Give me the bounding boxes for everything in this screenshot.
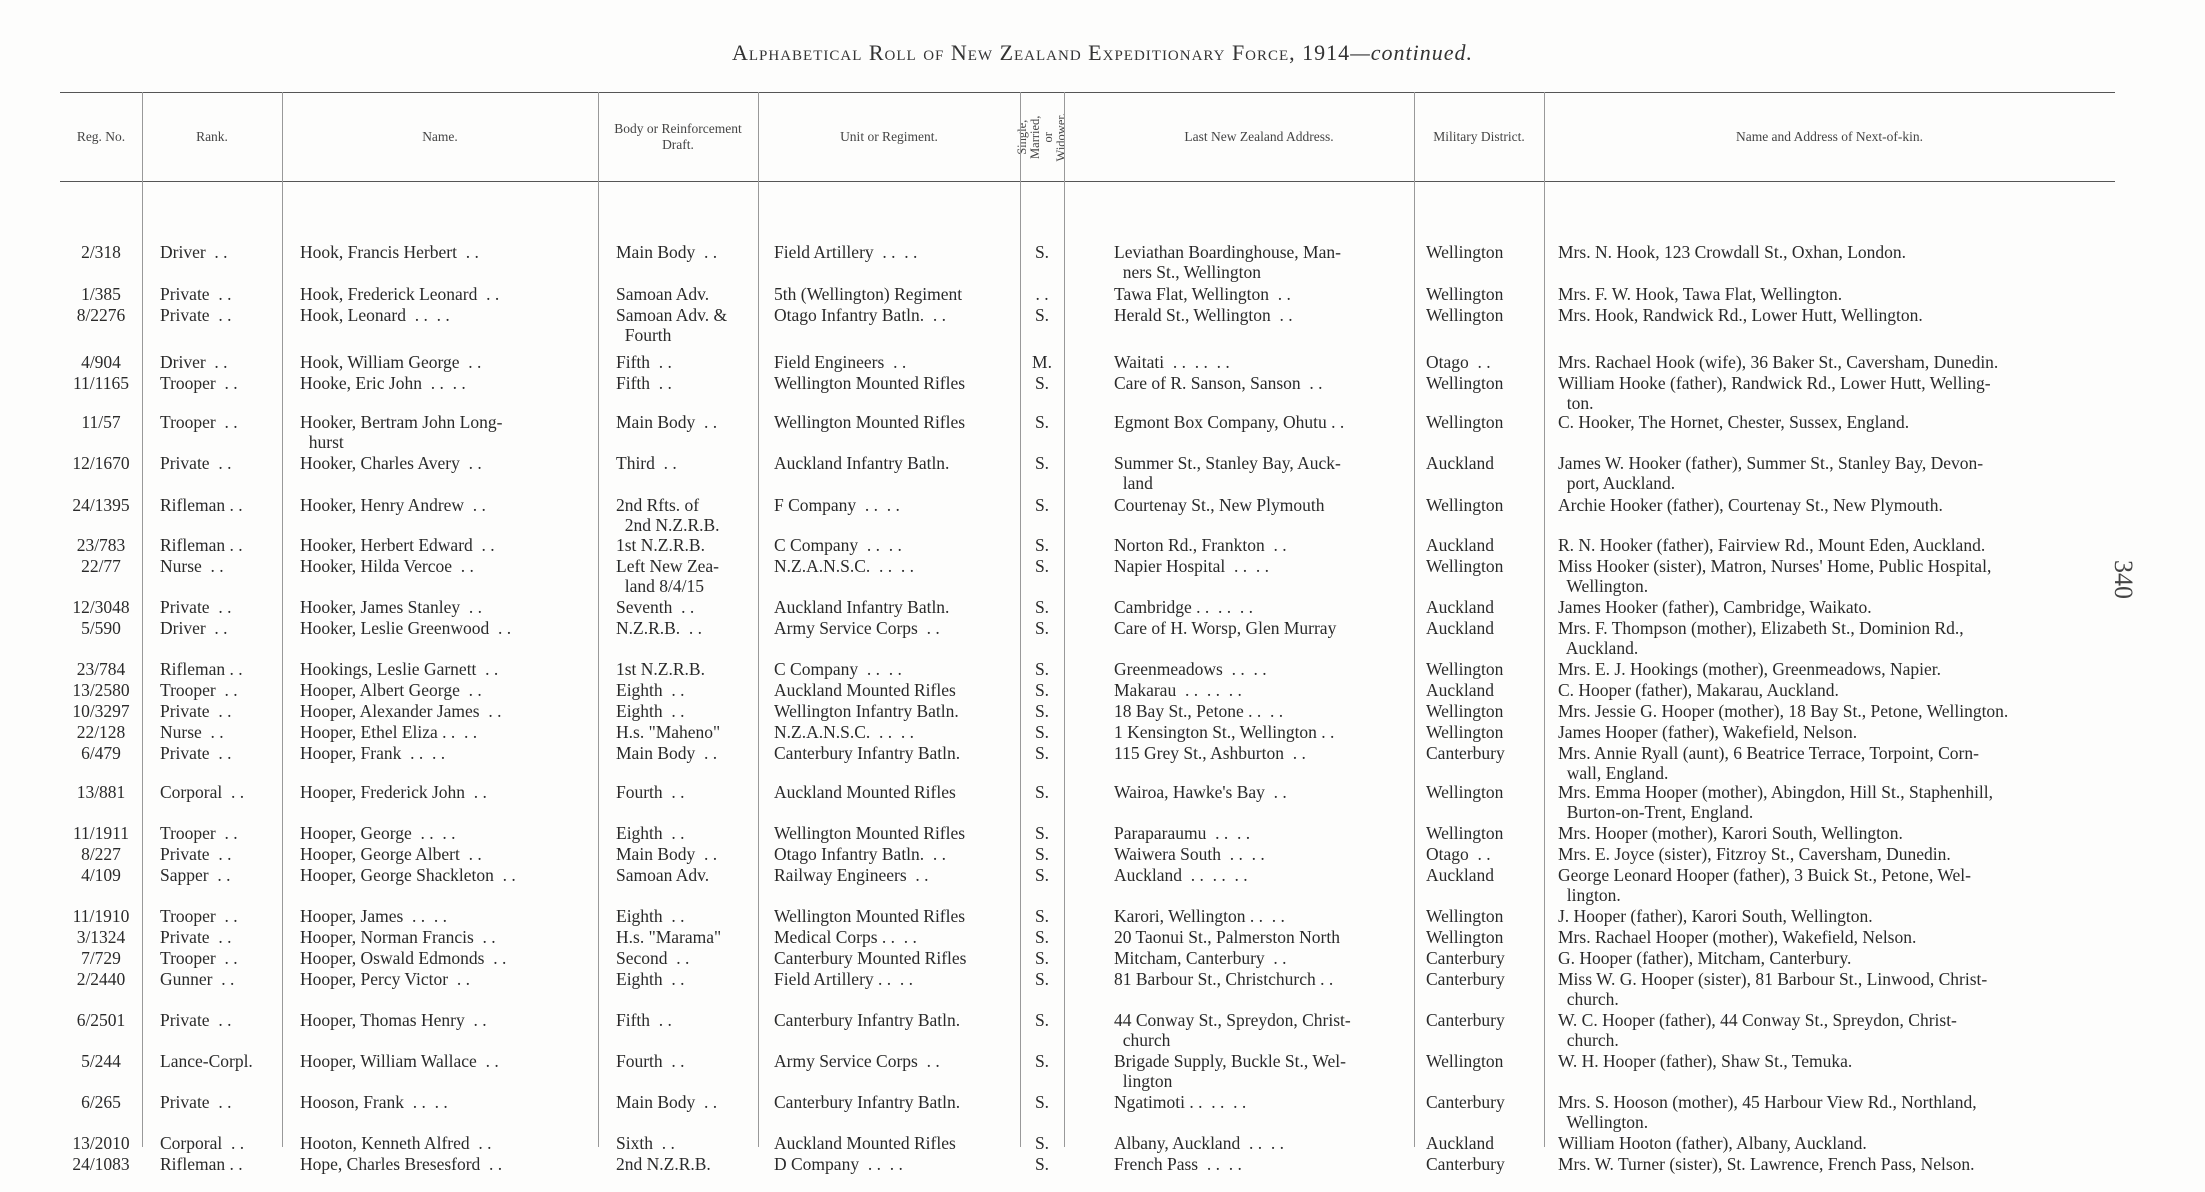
cell-kin: William Hooke (father), Randwick Rd., Lower Hutt, Welling- ton. [1558, 373, 1991, 413]
column-divider [758, 92, 759, 1147]
cell-kin: James Hooker (father), Cambridge, Waikato. [1558, 597, 1872, 617]
cell-name: Hooker, Herbert Edward . . [300, 535, 495, 555]
cell-reg-no: 3/1324 [76, 927, 126, 947]
cell-address: Summer St., Stanley Bay, Auck- land [1114, 453, 1341, 493]
cell-name: Hooper, Oswald Edmonds . . [300, 948, 507, 968]
cell-district: Wellington [1426, 701, 1504, 721]
cell-name: Hooker, James Stanley . . [300, 597, 483, 617]
cell-body: Samoan Adv. [616, 284, 710, 304]
cell-address: Tawa Flat, Wellington . . [1114, 284, 1291, 304]
cell-kin: Mrs. S. Hooson (mother), 45 Harbour View Rd., Northland, Wellington. [1558, 1092, 1977, 1132]
cell-rank: Private . . [160, 701, 232, 721]
cell-district: Wellington [1426, 373, 1504, 393]
column-divider [1064, 92, 1065, 1147]
page-title [0, 40, 2205, 66]
cell-rank: Private . . [160, 743, 232, 763]
cell-name: Hook, William George . . [300, 352, 482, 372]
cell-reg-no: 22/77 [81, 556, 121, 576]
cell-name: Hooker, Charles Avery . . [300, 453, 482, 473]
cell-body: Main Body . . [616, 412, 718, 432]
cell-kin: Miss Hooker (sister), Matron, Nurses' Home, Public Hospital, Wellington. [1558, 556, 1992, 596]
table-header [60, 92, 2115, 182]
cell-status: S. [1034, 1133, 1050, 1153]
cell-unit: Wellington Mounted Rifles [774, 412, 966, 432]
cell-body: H.s. "Maheno" [616, 722, 721, 742]
cell-status: S. [1034, 535, 1050, 555]
cell-unit: Wellington Mounted Rifles [774, 906, 966, 926]
cell-status: S. [1034, 782, 1050, 802]
cell-unit: Auckland Mounted Rifles [774, 1133, 956, 1153]
cell-district: Wellington [1426, 242, 1504, 262]
cell-address: Egmont Box Company, Ohutu . . [1114, 412, 1345, 432]
cell-body: 1st N.Z.R.B. [616, 535, 705, 555]
cell-reg-no: 2/2440 [76, 969, 126, 989]
cell-kin: J. Hooper (father), Karori South, Wellington. [1558, 906, 1873, 926]
roll-table [60, 92, 2115, 1174]
cell-address: Karori, Wellington . . . . [1114, 906, 1285, 926]
cell-kin: Mrs. W. Turner (sister), St. Lawrence, French Pass, Nelson. [1558, 1154, 1975, 1174]
cell-unit: Canterbury Infantry Batln. [774, 743, 961, 763]
cell-unit: Wellington Mounted Rifles [774, 373, 966, 393]
cell-kin: Mrs. Hooper (mother), Karori South, Wellington. [1558, 823, 1903, 843]
cell-district: Wellington [1426, 495, 1504, 515]
header-rank: Rank. [196, 129, 228, 145]
cell-kin: Mrs. Rachael Hook (wife), 36 Baker St., Caversham, Dunedin. [1558, 352, 1999, 372]
cell-name: Hooker, Hilda Vercoe . . [300, 556, 474, 576]
cell-rank: Sapper . . [160, 865, 231, 885]
cell-address: Courtenay St., New Plymouth [1114, 495, 1325, 515]
cell-kin: Mrs. Annie Ryall (aunt), 6 Beatrice Terrace, Torpoint, Corn- wall, England. [1558, 743, 1979, 783]
column-divider [1544, 92, 1545, 1147]
cell-address: 18 Bay St., Petone . . . . [1114, 701, 1284, 721]
cell-kin: Mrs. F. W. Hook, Tawa Flat, Wellington. [1558, 284, 1843, 304]
cell-address: Mitcham, Canterbury . . [1114, 948, 1287, 968]
cell-address: 1 Kensington St., Wellington . . [1114, 722, 1335, 742]
cell-reg-no: 11/1910 [72, 906, 130, 926]
cell-kin: Mrs. Hook, Randwick Rd., Lower Hutt, Wellington. [1558, 305, 1923, 325]
cell-address: Care of R. Sanson, Sanson . . [1114, 373, 1323, 393]
cell-status: S. [1034, 305, 1050, 325]
cell-status: S. [1034, 1154, 1050, 1174]
cell-reg-no: 7/729 [81, 948, 121, 968]
cell-rank: Trooper . . [160, 906, 238, 926]
cell-address: Leviathan Boardinghouse, Man- ners St., Wellington [1114, 242, 1341, 282]
cell-status: . . [1035, 284, 1049, 304]
cell-status: S. [1034, 865, 1050, 885]
cell-reg-no: 13/2010 [72, 1133, 130, 1153]
cell-reg-no: 8/227 [81, 844, 121, 864]
cell-district: Wellington [1426, 823, 1504, 843]
cell-address: 115 Grey St., Ashburton . . [1114, 743, 1306, 763]
cell-district: Otago . . [1426, 352, 1491, 372]
cell-address: Norton Rd., Frankton . . [1114, 535, 1287, 555]
cell-reg-no: 12/3048 [72, 597, 130, 617]
cell-name: Hooper, Ethel Eliza . . . . [300, 722, 478, 742]
cell-rank: Nurse . . [160, 556, 224, 576]
column-divider [1414, 92, 1415, 1147]
cell-name: Hooper, Frank . . . . [300, 743, 446, 763]
cell-kin: George Leonard Hooper (father), 3 Buick St., Petone, Wel- lington. [1558, 865, 1971, 905]
cell-status: M. [1032, 352, 1052, 372]
cell-address: Waiwera South . . . . [1114, 844, 1265, 864]
cell-district: Canterbury [1426, 948, 1505, 968]
cell-kin: Mrs. Emma Hooper (mother), Abingdon, Hill St., Staphenhill, Burton-on-Trent, England. [1558, 782, 1994, 822]
cell-unit: Field Artillery . . . . [774, 242, 918, 262]
cell-address: Waitati . . . . . . [1114, 352, 1230, 372]
cell-unit: Army Service Corps . . [774, 618, 940, 638]
cell-status: S. [1034, 743, 1050, 763]
cell-status: S. [1034, 969, 1050, 989]
cell-status: S. [1034, 1092, 1050, 1112]
cell-district: Wellington [1426, 412, 1504, 432]
cell-unit: Auckland Infantry Batln. [774, 453, 950, 473]
cell-body: 2nd N.Z.R.B. [616, 1154, 711, 1174]
cell-rank: Corporal . . [160, 1133, 245, 1153]
cell-district: Auckland [1426, 680, 1495, 700]
cell-unit: Canterbury Infantry Batln. [774, 1092, 961, 1112]
column-divider [1020, 92, 1021, 1147]
cell-kin: Miss W. G. Hooper (sister), 81 Barbour St., Linwood, Christ- church. [1558, 969, 1988, 1009]
header-reg-no: Reg. No. [76, 129, 126, 145]
cell-kin: C. Hooker, The Hornet, Chester, Sussex, England. [1558, 412, 1910, 432]
cell-address: French Pass . . . . [1114, 1154, 1242, 1174]
cell-body: Fifth . . [616, 1010, 672, 1030]
cell-body: Sixth . . [616, 1133, 675, 1153]
cell-unit: Medical Corps . . . . [774, 927, 917, 947]
cell-body: Samoan Adv. & Fourth [616, 305, 728, 345]
cell-kin: Mrs. E. J. Hookings (mother), Greenmeadows, Napier. [1558, 659, 1941, 679]
cell-address: Makarau . . . . . . [1114, 680, 1242, 700]
cell-reg-no: 13/881 [76, 782, 126, 802]
cell-name: Hooke, Eric John . . . . [300, 373, 466, 393]
cell-rank: Private . . [160, 284, 232, 304]
cell-name: Hooper, James . . . . [300, 906, 448, 926]
cell-rank: Trooper . . [160, 823, 238, 843]
cell-unit: C Company . . . . [774, 659, 902, 679]
cell-district: Canterbury [1426, 743, 1505, 763]
cell-district: Auckland [1426, 1133, 1495, 1153]
cell-name: Hooker, Leslie Greenwood . . [300, 618, 512, 638]
cell-body: Eighth . . [616, 906, 685, 926]
cell-unit: Railway Engineers . . [774, 865, 929, 885]
cell-rank: Lance-Corpl. [160, 1051, 253, 1071]
cell-body: H.s. "Marama" [616, 927, 722, 947]
cell-rank: Private . . [160, 597, 232, 617]
cell-reg-no: 6/2501 [76, 1010, 126, 1030]
cell-rank: Driver . . [160, 618, 228, 638]
cell-status: S. [1034, 373, 1050, 393]
cell-body: Third . . [616, 453, 677, 473]
cell-district: Wellington [1426, 782, 1504, 802]
cell-status: S. [1034, 844, 1050, 864]
cell-rank: Private . . [160, 1010, 232, 1030]
cell-reg-no: 4/904 [81, 352, 121, 372]
cell-name: Hooper, George Shackleton . . [300, 865, 516, 885]
cell-name: Hook, Leonard . . . . [300, 305, 450, 325]
cell-district: Auckland [1426, 618, 1495, 638]
cell-name: Hooper, Alexander James . . [300, 701, 502, 721]
cell-district: Wellington [1426, 305, 1504, 325]
cell-rank: Private . . [160, 305, 232, 325]
cell-district: Canterbury [1426, 1010, 1505, 1030]
cell-unit: F Company . . . . [774, 495, 900, 515]
cell-name: Hooper, Norman Francis . . [300, 927, 496, 947]
cell-reg-no: 5/244 [81, 1051, 121, 1071]
cell-body: Eighth . . [616, 823, 685, 843]
cell-district: Auckland [1426, 453, 1495, 473]
cell-address: Care of H. Worsp, Glen Murray [1114, 618, 1337, 638]
cell-district: Wellington [1426, 927, 1504, 947]
cell-status: S. [1034, 701, 1050, 721]
cell-kin: James W. Hooker (father), Summer St., Stanley Bay, Devon- port, Auckland. [1558, 453, 1984, 493]
header-name: Name. [422, 129, 458, 145]
column-divider [142, 92, 143, 1147]
cell-rank: Trooper . . [160, 373, 238, 393]
cell-body: Left New Zea- land 8/4/15 [616, 556, 719, 596]
cell-status: S. [1034, 722, 1050, 742]
cell-district: Canterbury [1426, 969, 1505, 989]
cell-unit: 5th (Wellington) Regiment [774, 284, 963, 304]
cell-kin: James Hooper (father), Wakefield, Nelson. [1558, 722, 1858, 742]
cell-address: Greenmeadows . . . . [1114, 659, 1267, 679]
cell-name: Hookings, Leslie Garnett . . [300, 659, 499, 679]
column-divider [282, 92, 283, 1147]
cell-body: Fifth . . [616, 352, 672, 372]
cell-name: Hooper, William Wallace . . [300, 1051, 499, 1071]
cell-unit: Canterbury Infantry Batln. [774, 1010, 961, 1030]
cell-kin: R. N. Hooker (father), Fairview Rd., Mount Eden, Auckland. [1558, 535, 1986, 555]
cell-reg-no: 2/318 [81, 242, 121, 262]
header-status-text: Single, Married, or Widower. [1014, 112, 1069, 162]
header-district: Military District. [1433, 129, 1525, 145]
cell-district: Auckland [1426, 597, 1495, 617]
cell-district: Wellington [1426, 1051, 1504, 1071]
cell-address: Wairoa, Hawke's Bay . . [1114, 782, 1287, 802]
cell-reg-no: 10/3297 [72, 701, 130, 721]
cell-address: Albany, Auckland . . . . [1114, 1133, 1284, 1153]
cell-unit: N.Z.A.N.S.C. . . . . [774, 722, 915, 742]
cell-name: Hooson, Frank . . . . [300, 1092, 448, 1112]
cell-status: S. [1034, 1010, 1050, 1030]
cell-reg-no: 24/1395 [72, 495, 130, 515]
title-main: Alphabetical Roll of New Zealand Expeditionary Force, 1914 [731, 40, 1351, 65]
cell-rank: Private . . [160, 844, 232, 864]
cell-name: Hooker, Bertram John Long- hurst [300, 412, 503, 452]
cell-body: Samoan Adv. [616, 865, 710, 885]
cell-rank: Driver . . [160, 242, 228, 262]
cell-name: Hooper, George . . . . [300, 823, 456, 843]
cell-district: Wellington [1426, 906, 1504, 926]
cell-unit: Auckland Mounted Rifles [774, 680, 956, 700]
cell-unit: Army Service Corps . . [774, 1051, 940, 1071]
cell-status: S. [1034, 495, 1050, 515]
cell-status: S. [1034, 412, 1050, 432]
header-address: Last New Zealand Address. [1184, 129, 1334, 145]
cell-address: Auckland . . . . . . [1114, 865, 1248, 885]
cell-reg-no: 6/479 [81, 743, 121, 763]
cell-status: S. [1034, 242, 1050, 262]
cell-unit: Wellington Infantry Batln. [774, 701, 959, 721]
cell-body: Fourth . . [616, 782, 685, 802]
cell-body: 1st N.Z.R.B. [616, 659, 705, 679]
cell-unit: C Company . . . . [774, 535, 902, 555]
cell-kin: W. H. Hooper (father), Shaw St., Temuka. [1558, 1051, 1853, 1071]
cell-address: Ngatimoti . . . . . . [1114, 1092, 1247, 1112]
cell-rank: Private . . [160, 1092, 232, 1112]
cell-body: N.Z.R.B. . . [616, 618, 703, 638]
header-unit: Unit or Regiment. [840, 129, 938, 145]
cell-status: S. [1034, 927, 1050, 947]
header-body: Body or Reinforcement Draft. [614, 121, 742, 152]
cell-rank: Driver . . [160, 352, 228, 372]
cell-district: Auckland [1426, 535, 1495, 555]
page-number: 340 [2109, 560, 2138, 599]
cell-name: Hooper, Thomas Henry . . [300, 1010, 487, 1030]
cell-kin: G. Hooper (father), Mitcham, Canterbury. [1558, 948, 1852, 968]
cell-reg-no: 24/1083 [72, 1154, 130, 1174]
cell-body: Eighth . . [616, 969, 685, 989]
cell-name: Hooper, Frederick John . . [300, 782, 487, 802]
title-continued: —continued. [1350, 40, 1474, 65]
cell-kin: Mrs. Rachael Hooper (mother), Wakefield, Nelson. [1558, 927, 1917, 947]
cell-reg-no: 1/385 [81, 284, 121, 304]
cell-address: 44 Conway St., Spreydon, Christ- church [1114, 1010, 1351, 1050]
cell-district: Otago . . [1426, 844, 1491, 864]
cell-reg-no: 4/109 [81, 865, 121, 885]
cell-rank: Corporal . . [160, 782, 245, 802]
cell-rank: Private . . [160, 453, 232, 473]
cell-body: 2nd Rfts. of 2nd N.Z.R.B. [616, 495, 720, 535]
cell-reg-no: 11/1911 [72, 823, 130, 843]
cell-address: 20 Taonui St., Palmerston North [1114, 927, 1340, 947]
cell-district: Wellington [1426, 284, 1504, 304]
cell-rank: Gunner . . [160, 969, 235, 989]
cell-rank: Rifleman . . [160, 495, 243, 515]
cell-body: Main Body . . [616, 743, 718, 763]
cell-address: Paraparaumu . . . . [1114, 823, 1251, 843]
cell-unit: Auckland Mounted Rifles [774, 782, 956, 802]
cell-unit: D Company . . . . [774, 1154, 903, 1174]
cell-status: S. [1034, 618, 1050, 638]
cell-name: Hook, Francis Herbert . . [300, 242, 479, 262]
cell-body: Fourth . . [616, 1051, 685, 1071]
cell-body: Fifth . . [616, 373, 672, 393]
cell-unit: Field Artillery . . . . [774, 969, 914, 989]
cell-name: Hooper, Percy Victor . . [300, 969, 470, 989]
cell-reg-no: 23/783 [76, 535, 126, 555]
cell-body: Second . . [616, 948, 690, 968]
cell-status: S. [1034, 597, 1050, 617]
cell-status: S. [1034, 659, 1050, 679]
cell-name: Hooton, Kenneth Alfred . . [300, 1133, 492, 1153]
cell-reg-no: 6/265 [81, 1092, 121, 1112]
cell-district: Wellington [1426, 722, 1504, 742]
cell-status: S. [1034, 948, 1050, 968]
cell-rank: Trooper . . [160, 948, 238, 968]
cell-body: Eighth . . [616, 701, 685, 721]
cell-body: Main Body . . [616, 844, 718, 864]
cell-rank: Trooper . . [160, 412, 238, 432]
cell-address: Cambridge . . . . . . [1114, 597, 1254, 617]
cell-reg-no: 5/590 [81, 618, 121, 638]
cell-reg-no: 8/2276 [76, 305, 126, 325]
cell-rank: Rifleman . . [160, 1154, 243, 1174]
cell-kin: William Hooton (father), Albany, Auckland. [1558, 1133, 1867, 1153]
cell-district: Canterbury [1426, 1092, 1505, 1112]
cell-kin: W. C. Hooper (father), 44 Conway St., Spreydon, Christ- church. [1558, 1010, 1957, 1050]
cell-name: Hook, Frederick Leonard . . [300, 284, 500, 304]
cell-kin: Mrs. F. Thompson (mother), Elizabeth St., Dominion Rd., Auckland. [1558, 618, 1964, 658]
cell-kin: Mrs. Jessie G. Hooper (mother), 18 Bay St., Petone, Wellington. [1558, 701, 2009, 721]
cell-body: Eighth . . [616, 680, 685, 700]
cell-unit: Auckland Infantry Batln. [774, 597, 950, 617]
cell-name: Hooper, George Albert . . [300, 844, 482, 864]
cell-name: Hooker, Henry Andrew . . [300, 495, 486, 515]
cell-rank: Trooper . . [160, 680, 238, 700]
cell-status: S. [1034, 680, 1050, 700]
cell-rank: Nurse . . [160, 722, 224, 742]
cell-unit: Otago Infantry Batln. . . [774, 305, 947, 325]
cell-address: Napier Hospital . . . . [1114, 556, 1270, 576]
header-kin: Name and Address of Next-of-kin. [1735, 129, 1924, 145]
cell-reg-no: 13/2580 [72, 680, 130, 700]
cell-unit: Canterbury Mounted Rifles [774, 948, 967, 968]
cell-unit: Otago Infantry Batln. . . [774, 844, 947, 864]
cell-district: Canterbury [1426, 1154, 1505, 1174]
cell-kin: Mrs. N. Hook, 123 Crowdall St., Oxhan, London. [1558, 242, 1907, 262]
cell-name: Hope, Charles Bresesford . . [300, 1154, 503, 1174]
cell-status: S. [1034, 453, 1050, 473]
cell-body: Main Body . . [616, 1092, 718, 1112]
cell-rank: Rifleman . . [160, 535, 243, 555]
cell-address: 81 Barbour St., Christchurch . . [1114, 969, 1334, 989]
cell-body: Main Body . . [616, 242, 718, 262]
cell-unit: N.Z.A.N.S.C. . . . . [774, 556, 915, 576]
cell-reg-no: 11/1165 [72, 373, 130, 393]
header-status [1014, 93, 1069, 181]
cell-status: S. [1034, 906, 1050, 926]
cell-reg-no: 23/784 [76, 659, 126, 679]
cell-body: Seventh . . [616, 597, 695, 617]
cell-name: Hooper, Albert George . . [300, 680, 482, 700]
cell-unit: Field Engineers . . [774, 352, 907, 372]
cell-kin: Archie Hooker (father), Courtenay St., New Plymouth. [1558, 495, 1943, 515]
cell-district: Wellington [1426, 556, 1504, 576]
cell-status: S. [1034, 823, 1050, 843]
cell-kin: C. Hooper (father), Makarau, Auckland. [1558, 680, 1839, 700]
cell-address: Herald St., Wellington . . [1114, 305, 1293, 325]
cell-rank: Private . . [160, 927, 232, 947]
cell-unit: Wellington Mounted Rifles [774, 823, 966, 843]
cell-reg-no: 11/57 [81, 412, 121, 432]
cell-status: S. [1034, 556, 1050, 576]
cell-reg-no: 12/1670 [72, 453, 130, 473]
cell-status: S. [1034, 1051, 1050, 1071]
column-divider [598, 92, 599, 1147]
cell-rank: Rifleman . . [160, 659, 243, 679]
cell-address: Brigade Supply, Buckle St., Wel- lington [1114, 1051, 1346, 1091]
cell-reg-no: 22/128 [76, 722, 126, 742]
cell-kin: Mrs. E. Joyce (sister), Fitzroy St., Caversham, Dunedin. [1558, 844, 1951, 864]
cell-district: Auckland [1426, 865, 1495, 885]
cell-district: Wellington [1426, 659, 1504, 679]
